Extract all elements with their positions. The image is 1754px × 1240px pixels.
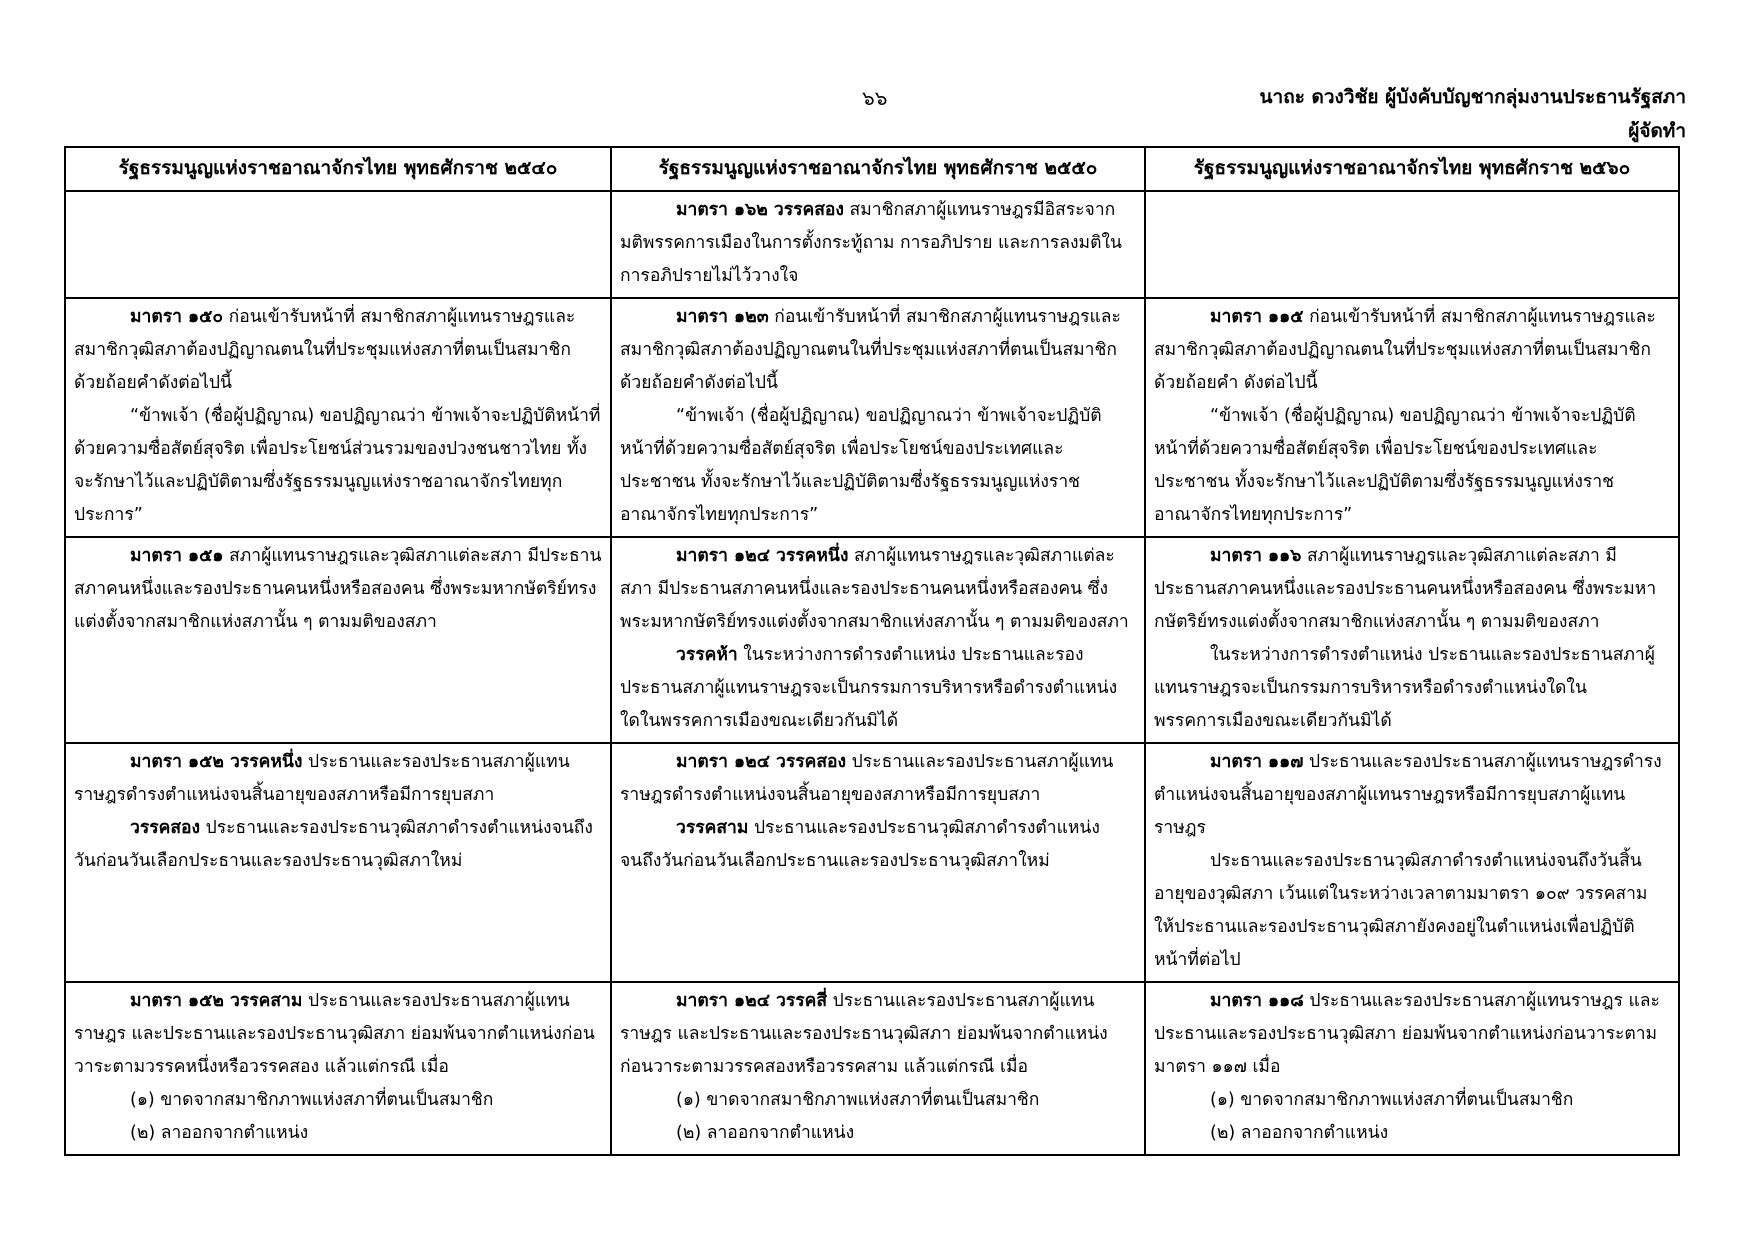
section-text: ประธานและรองประธานสภาผู้แทนราษฎร และประธานและรองประธานวุฒิสภา ย่อมพ้นจากตำแหน่งก่อนวาระตามมาตรา ๑๑๗ เมื่อ <box>1154 991 1660 1077</box>
table-cell <box>1145 743 1679 982</box>
section-label: มาตรา ๑๑๕ <box>1210 307 1304 327</box>
section-text: ประธานและรองประธานสภาผู้แทนราษฎรดำรงตำแหน่งจนสิ้นอายุของสภาหรือมีการยุบสภา <box>620 752 1114 805</box>
section-label: มาตรา ๑๒๔ วรรคสอง <box>676 752 847 772</box>
section-text: ก่อนเข้ารับหน้าที่ สมาชิกสภาผู้แทนราษฎรและสมาชิกวุฒิสภาต้องปฏิญาณตนในที่ประชุมแห่งสภาที่ตนเป็นสมาชิกด้วยถ้อยคำ ดังต่อไปนี้ <box>1154 307 1656 393</box>
section-text: ประธานและรองประธานวุฒิสภาดำรงตำแหน่งจนถึงวันก่อนวันเลือกประธานและรองประธานวุฒิสภาใหม่ <box>620 818 1100 871</box>
table-cell <box>1145 298 1679 537</box>
section-paragraph <box>620 301 1136 400</box>
section-text: ในระหว่างการดำรงตำแหน่ง ประธานและรองประธานสภาผู้แทนราษฎรจะเป็นกรรมการบริหารหรือดำรงตำแหน่งใดในพรรคการเมืองขณะเดียวกันมิได้ <box>1154 645 1655 731</box>
section-text: สภาผู้แทนราษฎรและวุฒิสภาแต่ละสภา มีประธานสภาคนหนึ่งและรองประธานคนหนึ่งหรือสองคน ซึ่งพระมหากษัตริย์ทรงแต่งตั้งจากสมาชิกแห่งสภานั้น ๆ ตามมติของสภา <box>1154 546 1657 632</box>
section-label: มาตรา ๑๒๔ วรรคหนึ่ง <box>676 546 849 566</box>
section-paragraph <box>1154 540 1670 639</box>
section-paragraph <box>74 301 602 400</box>
section-text: (๒) ลาออกจากตำแหน่ง <box>130 1123 309 1143</box>
table-cell <box>1145 191 1679 298</box>
section-text: ก่อนเข้ารับหน้าที่ สมาชิกสภาผู้แทนราษฎรและสมาชิกวุฒิสภาต้องปฏิญาณตนในที่ประชุมแห่งสภาที่ตนเป็นสมาชิกด้วยถ้อยคำดังต่อไปนี้ <box>74 307 576 393</box>
section-text: (๒) ลาออกจากตำแหน่ง <box>1210 1123 1389 1143</box>
section-label: มาตรา ๑๒๓ <box>676 307 769 327</box>
section-label: มาตรา ๑๑๘ <box>1210 991 1304 1011</box>
section-paragraph <box>74 400 602 532</box>
section-paragraph <box>620 1117 1136 1150</box>
table-cell <box>65 982 611 1155</box>
section-text: (๒) ลาออกจากตำแหน่ง <box>676 1123 855 1143</box>
section-text: “ข้าพเจ้า (ชื่อผู้ปฏิญาณ) ขอปฏิญาณว่า ข้าพเจ้าจะปฏิบัติหน้าที่ด้วยความซื่อสัตย์สุจริต เพื่อประโยชน์ของประเทศและประชาชน ทั้งจะรักษาไว้และปฏิบัติตามซึ่งรัฐธรรมนูญแห่งราชอาณาจักรไทยทุกประการ” <box>620 406 1102 525</box>
section-label: วรรคห้า <box>676 645 738 665</box>
section-text: ในระหว่างการดำรงตำแหน่ง ประธานและรองประธานสภาผู้แทนราษฎรจะเป็นกรรมการบริหารหรือดำรงตำแหน่งใดในพรรคการเมืองขณะเดียวกันมิได้ <box>620 645 1118 731</box>
section-paragraph <box>74 1084 602 1117</box>
section-label: มาตรา ๑๕๒ วรรคหนึ่ง <box>130 752 303 772</box>
table-cell <box>611 191 1145 298</box>
table-cell <box>611 298 1145 537</box>
table-row <box>65 298 1679 537</box>
section-text: สภาผู้แทนราษฎรและวุฒิสภาแต่ละสภา มีประธานสภาคนหนึ่งและรองประธานคนหนึ่งหรือสองคน ซึ่งพระมหากษัตริย์ทรงแต่งตั้งจากสมาชิกแห่งสภานั้น ๆ ตามมติของสภา <box>74 546 602 632</box>
table-cell <box>611 743 1145 982</box>
section-text: “ข้าพเจ้า (ชื่อผู้ปฏิญาณ) ขอปฏิญาณว่า ข้าพเจ้าจะปฏิบัติหน้าที่ด้วยความซื่อสัตย์สุจริต เพื่อประโยชน์ของประเทศและประชาชน ทั้งจะรักษาไว้และปฏิบัติตามซึ่งรัฐธรรมนูญแห่งราชอาณาจักรไทยทุกประการ” <box>1154 406 1636 525</box>
section-text: (๑) ขาดจากสมาชิกภาพแห่งสภาที่ตนเป็นสมาชิก <box>1210 1090 1574 1110</box>
section-paragraph <box>620 1084 1136 1117</box>
table-cell <box>1145 537 1679 743</box>
section-paragraph <box>620 400 1136 532</box>
section-paragraph <box>74 746 602 812</box>
table-row <box>65 982 1679 1155</box>
section-paragraph <box>74 540 602 639</box>
section-text: สภาผู้แทนราษฎรและวุฒิสภาแต่ละสภา มีประธานสภาคนหนึ่งและรองประธานคนหนึ่งหรือสองคน ซึ่งพระมหากษัตริย์ทรงแต่งตั้งจากสมาชิกแห่งสภานั้น ๆ ตามมติของสภา <box>620 546 1129 632</box>
section-paragraph <box>1154 746 1670 845</box>
section-text: (๑) ขาดจากสมาชิกภาพแห่งสภาที่ตนเป็นสมาชิก <box>130 1090 494 1110</box>
section-label: มาตรา ๑๒๔ วรรคสี่ <box>676 991 828 1011</box>
section-paragraph <box>1154 301 1670 400</box>
section-label: มาตรา ๑๕๒ วรรคสาม <box>130 991 303 1011</box>
section-paragraph <box>1154 985 1670 1084</box>
section-label: วรรคสอง <box>130 818 201 838</box>
table-row <box>65 743 1679 982</box>
section-text: ประธานและรองประธานสภาผู้แทนราษฎรดำรงตำแหน่งจนสิ้นอายุของสภาผู้แทนราษฎรหรือมีการยุบสภาผู้แทนราษฎร <box>1154 752 1662 838</box>
author-role: ผู้จัดทำ <box>1628 120 1686 142</box>
section-paragraph <box>620 985 1136 1084</box>
table-cell <box>611 537 1145 743</box>
section-label: มาตรา ๑๖๒ วรรคสอง <box>676 200 844 220</box>
section-paragraph <box>1154 400 1670 532</box>
section-label: วรรคสาม <box>676 818 749 838</box>
section-paragraph <box>74 985 602 1084</box>
section-paragraph <box>74 1117 602 1150</box>
section-paragraph <box>1154 1084 1670 1117</box>
table-cell <box>1145 982 1679 1155</box>
section-paragraph <box>74 812 602 878</box>
column-header-2550: รัฐธรรมนูญแห่งราชอาณาจักรไทย พุทธศักราช ๒๕๕๐ <box>611 147 1145 191</box>
table-row <box>65 537 1679 743</box>
section-label: มาตรา ๑๕๐ <box>130 307 224 327</box>
section-text: ประธานและรองประธานวุฒิสภาดำรงตำแหน่งจนถึงวันก่อนวันเลือกประธานและรองประธานวุฒิสภาใหม่ <box>74 818 593 871</box>
section-label: มาตรา ๑๕๑ <box>130 546 224 566</box>
table-cell <box>65 191 611 298</box>
comparison-table <box>64 146 1680 1156</box>
section-paragraph <box>1154 1117 1670 1150</box>
section-paragraph <box>620 194 1136 293</box>
section-paragraph <box>620 812 1136 878</box>
section-paragraph <box>620 540 1136 639</box>
section-paragraph <box>1154 639 1670 738</box>
column-header-2560: รัฐธรรมนูญแห่งราชอาณาจักรไทย พุทธศักราช ๒๕๖๐ <box>1145 147 1679 191</box>
header-row <box>65 147 1679 191</box>
section-label: มาตรา ๑๑๖ <box>1210 546 1302 566</box>
author-line: นาถะ ดวงวิชัย ผู้บังคับบัญชากลุ่มงานประธานรัฐสภา <box>1259 86 1686 108</box>
section-paragraph <box>620 639 1136 738</box>
section-paragraph <box>1154 845 1670 977</box>
section-paragraph <box>620 746 1136 812</box>
section-label: มาตรา ๑๑๗ <box>1210 752 1304 772</box>
table-cell <box>65 743 611 982</box>
table-cell <box>65 537 611 743</box>
table-cell <box>65 298 611 537</box>
section-text: ประธานและรองประธานสภาผู้แทนราษฎร และประธานและรองประธานวุฒิสภา ย่อมพ้นจากตำแหน่งก่อนวาระตามวรรคสองหรือวรรคสาม แล้วแต่กรณี เมื่อ <box>620 991 1108 1077</box>
section-text: ประธานและรองประธานวุฒิสภาดำรงตำแหน่งจนถึงวันสิ้นอายุของวุฒิสภา เว้นแต่ในระหว่างเวลาตามมาตรา ๑๐๙ วรรคสาม ให้ประธานและรองประธานวุฒิสภายังคงอยู่ในตำแหน่งเพื่อปฏิบัติหน้าที่ต่อไป <box>1154 851 1648 970</box>
section-text: (๑) ขาดจากสมาชิกภาพแห่งสภาที่ตนเป็นสมาชิก <box>676 1090 1040 1110</box>
table-cell <box>611 982 1145 1155</box>
column-header-2540: รัฐธรรมนูญแห่งราชอาณาจักรไทย พุทธศักราช ๒๕๔๐ <box>65 147 611 191</box>
section-text: ประธานและรองประธานสภาผู้แทนราษฎรดำรงตำแหน่งจนสิ้นอายุของสภาหรือมีการยุบสภา <box>74 752 570 805</box>
section-text: ก่อนเข้ารับหน้าที่ สมาชิกสภาผู้แทนราษฎรและสมาชิกวุฒิสภาต้องปฏิญาณตนในที่ประชุมแห่งสภาที่ตนเป็นสมาชิกด้วยถ้อยคำดังต่อไปนี้ <box>620 307 1121 393</box>
section-text: ประธานและรองประธานสภาผู้แทนราษฎร และประธานและรองประธานวุฒิสภา ย่อมพ้นจากตำแหน่งก่อนวาระตามวรรคหนึ่งหรือวรรคสอง แล้วแต่กรณี เมื่อ <box>74 991 595 1077</box>
section-text: “ข้าพเจ้า (ชื่อผู้ปฏิญาณ) ขอปฏิญาณว่า ข้าพเจ้าจะปฏิบัติหน้าที่ด้วยความซื่อสัตย์สุจริต เพื่อประโยชน์ส่วนรวมของปวงชนชาวไทย ทั้งจะรักษาไว้และปฏิบัติตามซึ่งรัฐธรรมนูญแห่งราชอาณาจักรไทยทุกประการ” <box>74 406 601 525</box>
table-row <box>65 191 1679 298</box>
page-number: ๖๖ <box>862 86 888 110</box>
author-block <box>1260 80 1686 148</box>
section-text: สมาชิกสภาผู้แทนราษฎรมีอิสระจากมติพรรคการเมืองในการตั้งกระทู้ถาม การอภิปราย และการลงมติในการอภิปรายไม่ไว้วางใจ <box>620 200 1122 286</box>
